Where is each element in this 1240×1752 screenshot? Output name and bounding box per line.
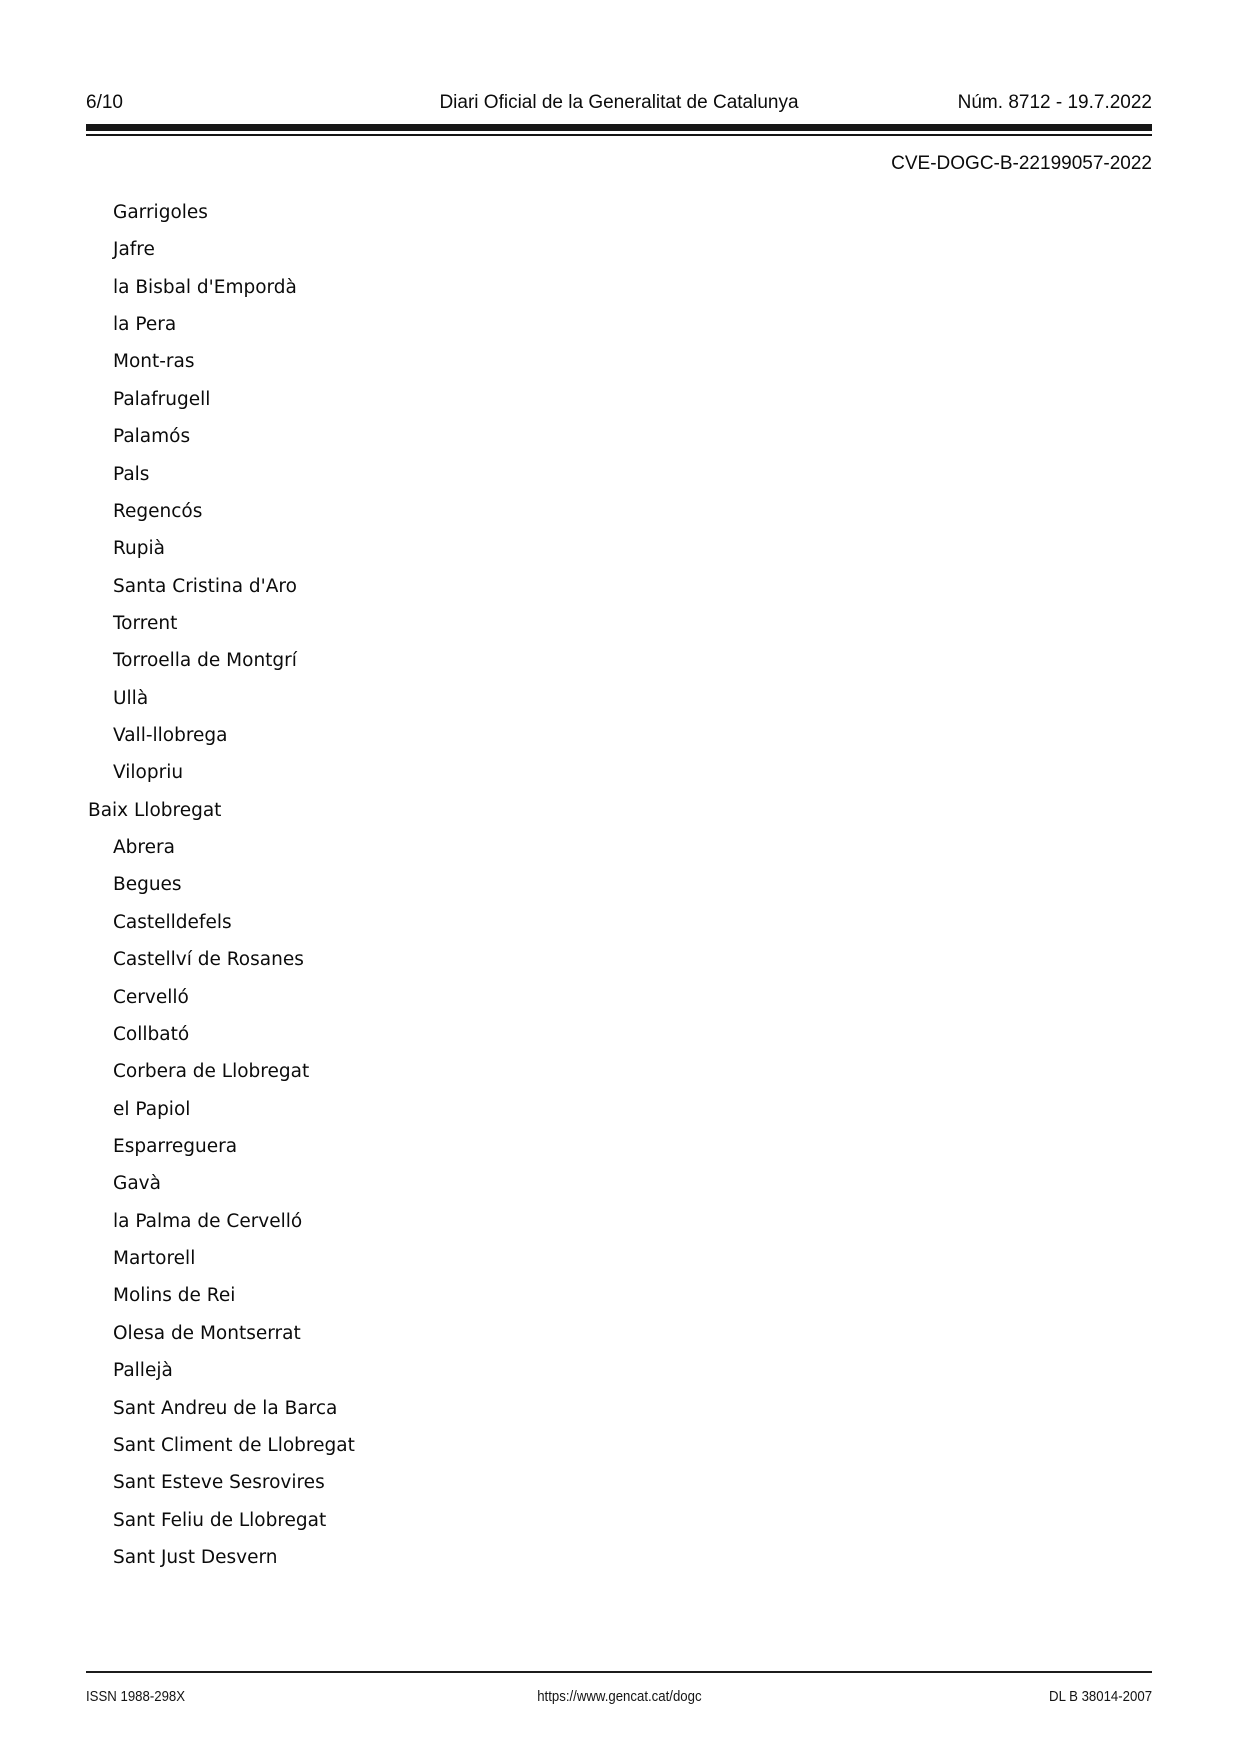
municipality-item: Esparreguera: [113, 1135, 238, 1157]
comarca-heading: Baix Llobregat: [88, 799, 222, 821]
municipality-item: el Papiol: [113, 1098, 191, 1120]
municipality-item: Pals: [113, 463, 150, 485]
municipality-item: la Palma de Cervelló: [113, 1210, 303, 1232]
municipality-item: Castellví de Rosanes: [113, 949, 304, 971]
municipality-item: Gavà: [113, 1173, 161, 1195]
page-header: [86, 92, 1152, 114]
municipality-item: Pallejà: [113, 1360, 173, 1382]
municipality-item: Sant Esteve Sesrovires: [113, 1472, 325, 1494]
municipality-item: Vall-llobrega: [113, 725, 228, 747]
municipality-item: Molins de Rei: [113, 1285, 236, 1307]
document-code: CVE-DOGC-B-22199057-2022: [891, 153, 1152, 174]
municipality-item: Vilopriu: [113, 762, 184, 784]
municipality-list: [86, 194, 355, 1576]
footer-deposit: DL B 38014-2007: [1048, 1688, 1152, 1705]
municipality-item: Torrent: [113, 612, 178, 634]
footer-url: https://www.gencat.cat/dogc: [536, 1688, 702, 1705]
footer-url-wrap: [86, 1688, 1152, 1706]
municipality-item: Castelldefels: [113, 911, 232, 933]
municipality-item: Abrera: [113, 837, 175, 859]
municipality-item: Ullà: [113, 687, 149, 709]
header-rule-thick: [86, 124, 1152, 131]
municipality-item: Sant Climent de Llobregat: [113, 1434, 355, 1456]
footer-issn: ISSN 1988-298X: [86, 1688, 186, 1705]
page-number: 6/10: [86, 92, 123, 113]
municipality-item: Garrigoles: [113, 202, 208, 223]
footer-rule: [86, 1671, 1152, 1673]
municipality-item: Olesa de Montserrat: [113, 1322, 301, 1344]
municipality-item: Corbera de Llobregat: [113, 1061, 310, 1083]
municipality-item: Palafrugell: [113, 388, 211, 410]
municipality-item: Mont-ras: [113, 351, 195, 373]
municipality-item: Torroella de Montgrí: [113, 650, 297, 672]
municipality-item: Sant Andreu de la Barca: [113, 1397, 338, 1419]
municipality-item: Sant Feliu de Llobregat: [113, 1509, 327, 1531]
municipality-item: Regencós: [113, 500, 203, 522]
municipality-item: la Pera: [113, 314, 177, 336]
municipality-item: Santa Cristina d'Aro: [113, 575, 297, 597]
municipality-item: Martorell: [113, 1248, 196, 1270]
municipality-item: Jafre: [113, 239, 155, 261]
municipality-item: Cervelló: [113, 986, 189, 1008]
municipality-item: Rupià: [113, 538, 165, 560]
journal-title: Diari Oficial de la Generalitat de Catalunya: [439, 92, 799, 113]
municipality-item: Sant Just Desvern: [113, 1546, 278, 1568]
issue-number-date: Núm. 8712 - 19.7.2022: [957, 92, 1152, 113]
municipality-item: Palamós: [113, 426, 191, 448]
municipality-item: Collbató: [113, 1023, 190, 1045]
header-rule-thin: [86, 134, 1152, 136]
municipality-item: la Bisbal d'Empordà: [113, 276, 297, 298]
page-footer: [86, 1688, 1152, 1706]
municipality-item: Begues: [113, 874, 182, 896]
